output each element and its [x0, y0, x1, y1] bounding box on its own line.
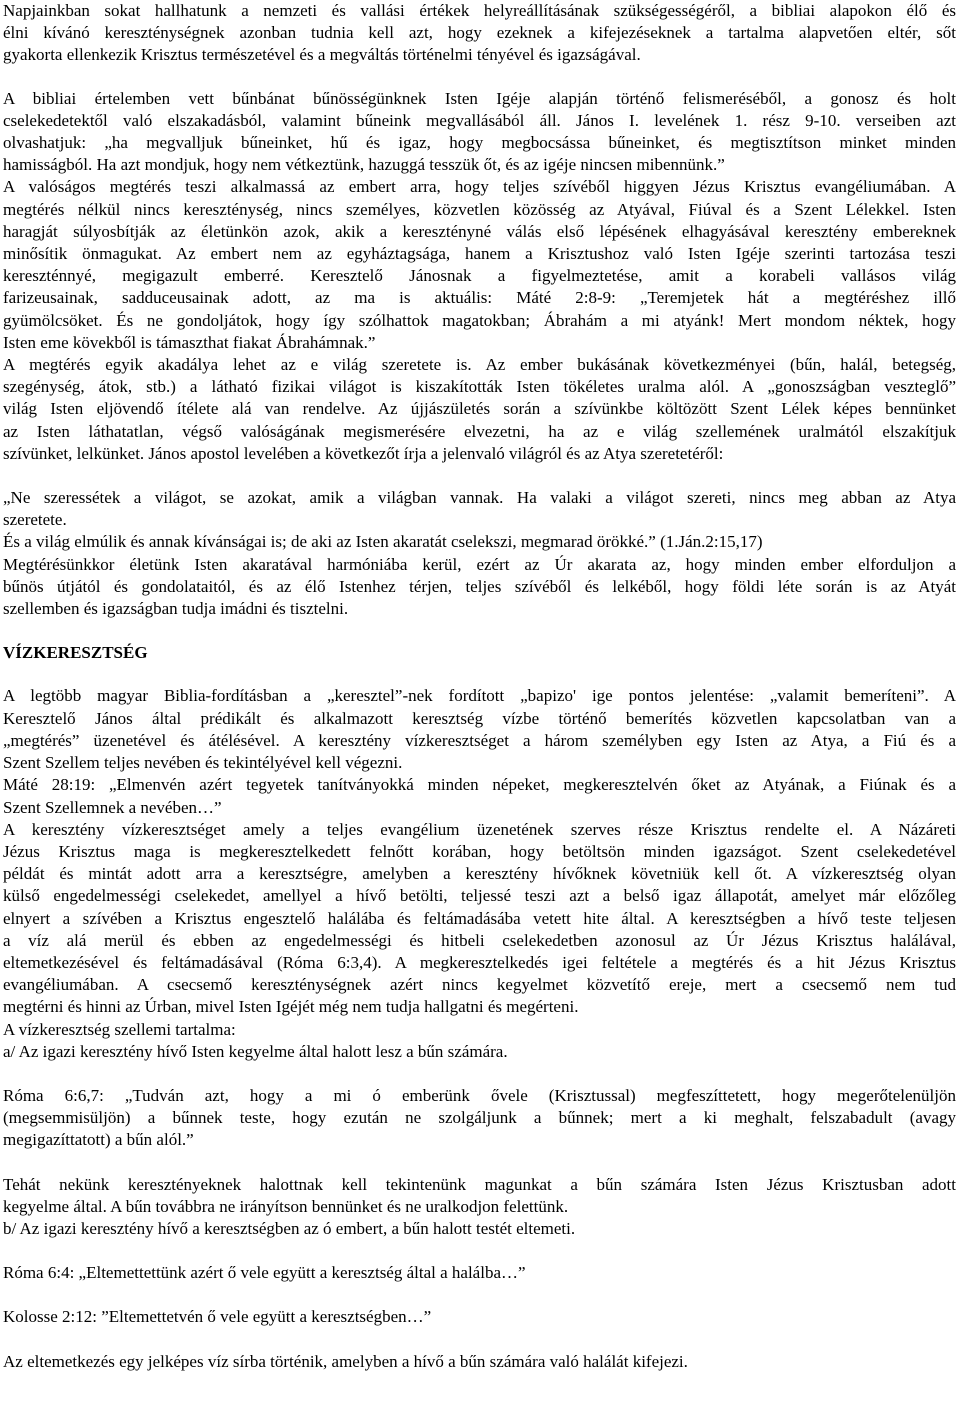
- text-line: hamisságból. Ha azt mondjuk, hogy nem vétkeztünk, hazuggá tesszük őt, és az igéje nincsen mibennünk.”: [3, 155, 725, 175]
- text-line: Megtérésünkkor életünk Isten akaratával harmóniába kerül, ezért az Úr akarata az, hogy minden ember elforduljon a: [3, 554, 956, 574]
- text-line: A megtérés egyik akadálya lehet az e világ szeretete is. Az ember bukásának következményei (bűn, halál, betegség,: [3, 355, 956, 375]
- paragraph-gap: [3, 1284, 956, 1306]
- text-line: haragját súlyosbítják az életünkön azok, akik a keresztényné válás első lépésének elhagyásával keresztény embereknek: [3, 221, 956, 241]
- text-line: „megtérés” üzenetével és átélésével. A keresztény vízkeresztséget a három személyben egy Isten az Atya, a Fiú és a: [3, 730, 956, 750]
- text-line: Szent Szellem teljes nevében és tekintélyével kell végezni.: [3, 753, 403, 773]
- paragraph-gap: [3, 664, 956, 685]
- text-line: Jézus Krisztus maga is megkeresztelkedett felnőtt korában, hogy betöltsön minden igazságot. Szent cselekedetével: [3, 841, 956, 861]
- text-line: megtérés nélkül nincs kereszténység, nincs személyes, közvetlen közösség az Atyával, Fiúval és a Szent Lélekkel. Isten: [3, 199, 956, 219]
- text-line: A bibliai értelemben vett bűnbánat bűnösségünknek Isten Igéje alapján történő felismeréséből, a gonosz és holt: [3, 88, 956, 108]
- text-line: kereszténnyé, megigazult emberré. Keresztelő Jánosnak a figyelmeztetése, amit a korabeli vallásos világ: [3, 266, 956, 286]
- text-line: bűnös útjától és gondolataitól, és az élő Istenhez térjen, teljes szívéből és lelkéből, hogy földi léte során is az Atyát: [3, 576, 956, 596]
- text-line: minősítik önmagukat. Az embert nem az egyháztagsága, hanem a Krisztushoz való Isten Igéje szerinti tartozása teszi: [3, 244, 956, 264]
- text-line: gyümölcsöket. És ne gondoljátok, hogy így szólhattok magatokban; Ábrahám a mi atyánk! Mert mondom néktek, hogy: [3, 310, 956, 330]
- paragraph-gap: [3, 1152, 956, 1174]
- text-line: megigazíttatott) a bűn alól.”: [3, 1130, 194, 1150]
- paragraph-gap: [3, 465, 956, 487]
- text-line: A legtöbb magyar Biblia-fordításban a „keresztel”-nek fordított „bapizo' ige pontos jelentése: „valamit bemeríteni”. A: [3, 686, 956, 706]
- paragraph-gap: [3, 620, 956, 642]
- text-line: Máté 28:19: „Elmenvén azért tegyetek tanítványokká minden népeket, megkeresztelvén őket az Atyának, a Fiúnak és a: [3, 775, 956, 795]
- text-line: Tehát nekünk keresztényeknek halottnak kell tekintenünk magunkat a bűn számára Isten Jézus Krisztusban adott: [3, 1174, 956, 1194]
- text-line: Napjainkban sokat hallhatunk a nemzeti és vallási értékek helyreállításának szükségességéről, a bibliai alapokon élő és: [3, 1, 956, 20]
- text-line: megtérni és hinni az Úrban, mivel Isten Igéjét még nem tudja hallgatni és megérteni.: [3, 997, 579, 1017]
- text-line: (megsemmisüljön) a bűnnek teste, hogy ezután ne szolgáljunk a bűnnek; mert a ki meghalt, felszabadult (avagy: [3, 1108, 956, 1128]
- section-heading: VÍZKERESZTSÉG: [3, 643, 148, 663]
- text-line: Isten eme kövekből is támaszthat fiakat Ábrahámnak.”: [3, 332, 376, 352]
- text-line: Róma 6:6,7: „Tudván azt, hogy a mi ó emberünk ővele (Krisztussal) megfeszíttetett, hogy megerőtelenüljön: [3, 1085, 956, 1105]
- text-line: példát és mintát adott arra a keresztségre, amelyben a keresztény hívőknek követniük kell őt. A vízkeresztség olyan: [3, 864, 956, 884]
- text-line: szívünket, lelkünket. János apostol levelében a következőt írja a jelenvaló világról és az Atya szeretetéről:: [3, 443, 724, 463]
- text-line: b/ Az igazi keresztény hívő a keresztségben az ó embert, a bűn halott testét eltemeti.: [3, 1218, 576, 1238]
- text-line: A keresztény vízkeresztséget amely a teljes evangélium üzenetének szerves része Krisztus rendelte el. A Názáreti: [3, 819, 956, 839]
- text-line: olvashatjuk: „ha megvalljuk bűneinket, hű és igaz, hogy megbocsássa bűneinket, és megtisztítson minket minden: [3, 133, 956, 153]
- text-line: szellemben és igazságban tudja imádni és tisztelni.: [3, 599, 349, 619]
- text-line: Szent Szellemnek a nevében…”: [3, 797, 222, 817]
- text-line: gyakorta ellenkezik Krisztus természetével és a megváltás történelmi tényével és igazságával.: [3, 45, 641, 65]
- text-line: kegyelme által. A bűn továbbra ne irányítson bennünket és ne uralkodjon felettünk.: [3, 1196, 569, 1216]
- text-line: világ Isten eljövendő ítélete alá van rendelve. Az újjászületés során a szívünkbe költözött Szent Lélek képes bennünket: [3, 399, 956, 419]
- text-line: A valóságos megtérés teszi alkalmassá az embert arra, hogy teljes szívéből higgyen Jézus Krisztus evangéliumában. A: [3, 177, 956, 197]
- text-line: farizeusainak, sadduceusainak adott, az ma is aktuális: Máté 2:8-9: „Teremjetek hát a megtéréshez illő: [3, 288, 956, 308]
- text-line: élni kívánó kereszténységnek azonban tudnia kell azt, hogy ezeknek a kifejezéseknek a tartalma alapvetően eltér, sőt: [3, 23, 956, 43]
- paragraph-gap: [3, 1329, 956, 1351]
- text-line: cselekedetektől való elszakadásból, valamint bűneink megvallásából áll. János I. levelének 1. rész 9-10. verseiben azt: [3, 110, 956, 130]
- text-line: evangéliumában. A csecsemő kereszténységnek azért nincs kegyelmet közvetítő ereje, mert a csecsemő nem tud: [3, 975, 956, 995]
- text-line: a/ Az igazi keresztény hívő Isten kegyelme által halott lesz a bűn számára.: [3, 1041, 508, 1061]
- text-line: eltemetkezésével és feltámadásával (Róma 6:3,4). A megkeresztelkedés igei feltétele a megtérés és a hit Jézus Krisztus: [3, 952, 956, 972]
- text-line: Az eltemetkezés egy jelképes víz sírba történik, amelyben a hívő a bűn számára való halálát kifejezi.: [3, 1351, 688, 1371]
- text-line: „Ne szeressétek a világot, se azokat, amik a világban vannak. Ha valaki a világot szereti, nincs meg abban az Atya: [3, 488, 956, 508]
- text-line: elnyert a szívében a Krisztus engesztelő halálába és feltámadásába vetett hite által. A keresztségben a hívő teste teljesen: [3, 908, 956, 928]
- text-line: a víz alá merül és ebben az engedelmességi és hitbeli cselekedetben azonosul az Úr Jézus Krisztus halálával,: [3, 930, 956, 950]
- text-line: A vízkeresztség szellemi tartalma:: [3, 1019, 236, 1039]
- text-line: Keresztelő János által prédikált és alkalmazott keresztség vízbe történő bemerítés közvetlen kapcsolatban van a: [3, 708, 956, 728]
- paragraph-gap: [3, 1240, 956, 1262]
- text-line: Kolosse 2:12: ”Eltemettetvén ő vele együtt a keresztségben…”: [3, 1307, 432, 1327]
- text-line: az Isten láthatatlan, végső valóságának megismerésére elvezetni, ha az e világ szellemének uralmától elszakítjuk: [3, 421, 956, 441]
- paragraph-gap: [3, 1063, 956, 1085]
- text-line: És a világ elmúlik és annak kívánságai is; de aki az Isten akaratát cselekszi, megmarad örökké.” (1.Ján.2:15,17): [3, 532, 763, 552]
- paragraph-gap: [3, 67, 956, 88]
- text-line: külső engedelmességi cselekedet, amellyel a hívő betölti, teljessé teszi azt a belső igaz állapotát, amelyet már előzőleg: [3, 886, 956, 906]
- text-line: Róma 6:4: „Eltemettettünk azért ő vele együtt a keresztség által a halálba…”: [3, 1263, 526, 1283]
- text-line: szeretete.: [3, 510, 67, 530]
- text-line: szegénység, átok, stb.) a látható fizikai világot is kiszakították Isten tökéletes uralma alól. A „gonoszságban veszteglő”: [3, 377, 956, 397]
